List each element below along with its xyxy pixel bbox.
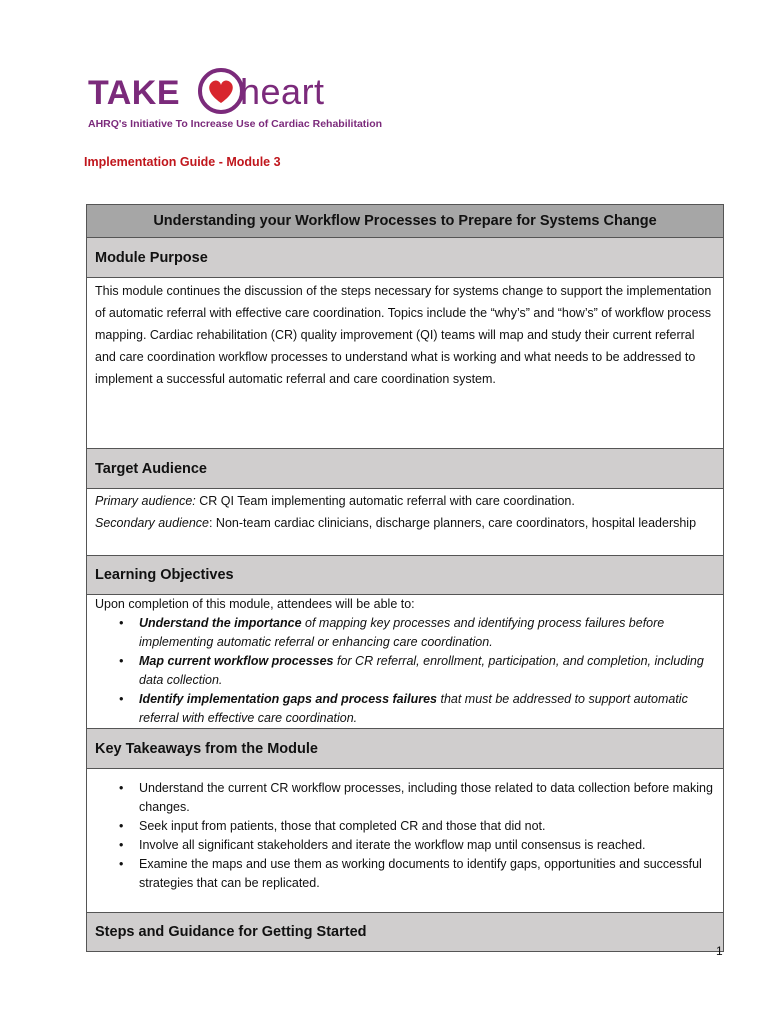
primary-audience-text: CR QI Team implementing automatic referral with care coordination.	[195, 494, 575, 508]
takeaways-cell	[87, 769, 724, 913]
heart-logo-icon	[198, 68, 244, 114]
objectives-list	[95, 614, 715, 728]
steps-heading: Steps and Guidance for Getting Started	[87, 913, 724, 952]
module-table	[86, 204, 724, 952]
secondary-audience-label: Secondary audience	[95, 516, 209, 530]
primary-audience	[95, 490, 715, 512]
guide-title: Implementation Guide - Module 3	[84, 155, 281, 169]
logo-heart-text: heart	[240, 71, 325, 112]
logo-subtitle: AHRQ's Initiative To Increase Use of Cardiac Rehabilitation	[88, 118, 383, 130]
takeaway-item: • Understand the current CR workflow processes, including those related to data collection before making changes.	[139, 779, 715, 817]
objective-item: • Understand the importance of mapping key processes and identifying process failures before implementing automatic referral or enhancing care coordination.	[139, 614, 715, 652]
objective-item: • Identify implementation gaps and process failures that must be addressed to support automatic referral with effective care coordination.	[139, 690, 715, 728]
audience-heading: Target Audience	[87, 449, 724, 489]
page-number: 1	[716, 944, 723, 958]
objectives-heading: Learning Objectives	[87, 556, 724, 595]
purpose-text: This module continues the discussion of the steps necessary for systems change to support the implementation of automatic referral with effective care coordination. Topics include the “why’s” and “how’s” of workflow process mapping. Cardiac rehabilitation (CR) quality improvement (QI) teams will map and study their current referral and care coordination workflow processes to understand what is working and what needs to be addressed to implement a successful automatic referral and care coordination system.	[95, 284, 712, 386]
primary-audience-label: Primary audience:	[95, 494, 196, 508]
logo-take-text: TAKE	[88, 74, 181, 112]
takeaways-heading: Key Takeaways from the Module	[87, 729, 724, 769]
objectives-cell	[87, 595, 724, 729]
secondary-audience-text: : Non-team cardiac clinicians, discharge planners, care coordinators, hospital leadership	[208, 516, 697, 530]
purpose-cell	[87, 278, 724, 449]
takeaways-list	[95, 779, 715, 893]
audience-cell	[87, 489, 724, 556]
takeaway-item: • Involve all significant stakeholders and iterate the workflow map until consensus is reached.	[139, 836, 715, 855]
objectives-intro: Upon completion of this module, attendees will be able to:	[95, 597, 415, 611]
takeaway-item: • Seek input from patients, those that completed CR and those that did not.	[139, 817, 715, 836]
secondary-audience	[95, 512, 715, 534]
objective-item: • Map current workflow processes for CR referral, enrollment, participation, and completion, including data collection.	[139, 652, 715, 690]
takeaway-item: • Examine the maps and use them as working documents to identify gaps, opportunities and successful strategies that can be replicated.	[139, 855, 715, 893]
takeheart-logo	[88, 62, 383, 142]
module-title: Understanding your Workflow Processes to Prepare for Systems Change	[87, 205, 724, 238]
purpose-heading: Module Purpose	[87, 238, 724, 278]
